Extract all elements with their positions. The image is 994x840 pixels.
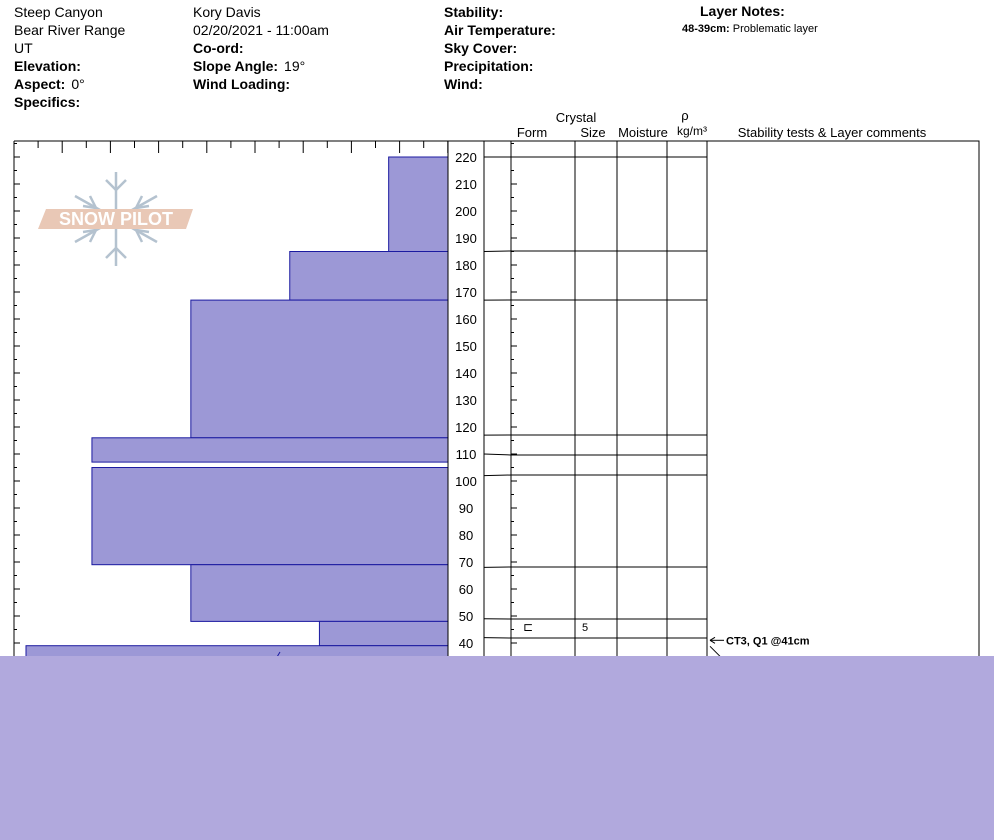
height-tick-label: 50 xyxy=(458,609,474,624)
rho-header: ρ xyxy=(681,108,689,123)
stability-test-leader xyxy=(710,646,720,656)
bottom-overlay xyxy=(0,656,994,840)
hardness-layer-bar xyxy=(191,300,448,438)
hardness-layers xyxy=(26,157,448,659)
hardness-layer-bar xyxy=(92,468,448,565)
location-state: UT xyxy=(14,40,33,56)
sky-cover-label: Sky Cover: xyxy=(444,40,518,56)
slope-angle-value: 19° xyxy=(284,58,306,74)
logo-text: SNOW PILOT xyxy=(59,209,173,229)
stability-tests xyxy=(710,635,810,656)
layer-boundary-connector xyxy=(484,251,511,252)
hardness-layer-bar xyxy=(290,252,448,301)
size-header: Size xyxy=(580,125,606,140)
hardness-layer-bar xyxy=(191,565,448,622)
layer-boundaries xyxy=(484,157,707,638)
table-height-ticks xyxy=(511,144,517,657)
height-tick-label: 200 xyxy=(455,204,477,219)
hardness-layer-bar xyxy=(92,438,448,462)
height-tick-label: 150 xyxy=(455,339,477,354)
specifics-label: Specifics: xyxy=(14,94,81,110)
layer-boundary-connector xyxy=(484,454,511,455)
height-tick-label: 190 xyxy=(455,231,477,246)
height-tick-label: 140 xyxy=(455,366,477,381)
location-name: Steep Canyon xyxy=(14,4,103,20)
wind-loading-label: Wind Loading: xyxy=(193,76,291,92)
observation-datetime: 02/20/2021 - 11:00am xyxy=(193,22,329,38)
density-unit-header: kg/m³ xyxy=(677,124,707,138)
height-tick-label: 220 xyxy=(455,150,477,165)
form-header: Form xyxy=(516,125,548,140)
aspect-label: Aspect: xyxy=(14,76,66,92)
height-tick-label: 210 xyxy=(455,177,477,192)
hardness-layer-bar xyxy=(319,621,448,645)
crystal-form-symbol: ⊏ xyxy=(522,619,534,634)
air-temperature-label: Air Temperature: xyxy=(444,22,556,38)
wind-label: Wind: xyxy=(444,76,483,92)
stability-label: Stability: xyxy=(444,4,504,20)
height-tick-label: 130 xyxy=(455,393,477,408)
crystal-size: 5 xyxy=(582,621,589,634)
height-tick-label: 40 xyxy=(458,636,474,651)
height-tick-label: 60 xyxy=(458,582,474,597)
height-axis-labels xyxy=(455,150,477,651)
coord-label: Co-ord: xyxy=(193,40,244,56)
height-tick-label: 160 xyxy=(455,312,477,327)
layer-notes-title: Layer Notes: xyxy=(700,3,785,19)
comments-header: Stability tests & Layer comments xyxy=(737,125,927,140)
location-range: Bear River Range xyxy=(14,22,126,38)
data-table-frame xyxy=(484,141,979,661)
hardness-layer-bar xyxy=(389,157,448,252)
hardness-top-ticks xyxy=(14,141,448,153)
height-tick-label: 100 xyxy=(455,474,477,489)
snow-pilot-logo xyxy=(38,172,193,266)
layer-boundary-connector xyxy=(484,475,511,476)
moisture-header: Moisture xyxy=(618,125,668,140)
layer-note-text: Problematic layer xyxy=(732,23,818,35)
precipitation-label: Precipitation: xyxy=(444,58,534,74)
height-tick-label: 180 xyxy=(455,258,477,273)
height-tick-label: 170 xyxy=(455,285,477,300)
layer-note-depth: 48-39cm: xyxy=(682,23,730,35)
height-tick-label: 110 xyxy=(455,447,477,462)
stability-test-label: CT3, Q1 @41cm xyxy=(726,635,810,648)
crystal-rows xyxy=(523,620,588,634)
height-tick-label: 90 xyxy=(458,501,474,516)
aspect-value: 0° xyxy=(71,76,85,92)
height-tick-label: 80 xyxy=(458,528,474,543)
crystal-header: Crystal xyxy=(555,110,597,125)
height-tick-label: 70 xyxy=(458,555,474,570)
height-tick-label: 120 xyxy=(455,420,477,435)
elevation-label: Elevation: xyxy=(14,58,81,74)
slope-angle-label: Slope Angle: xyxy=(193,58,279,74)
observer-name: Kory Davis xyxy=(193,4,261,20)
height-left-ticks xyxy=(14,144,20,657)
